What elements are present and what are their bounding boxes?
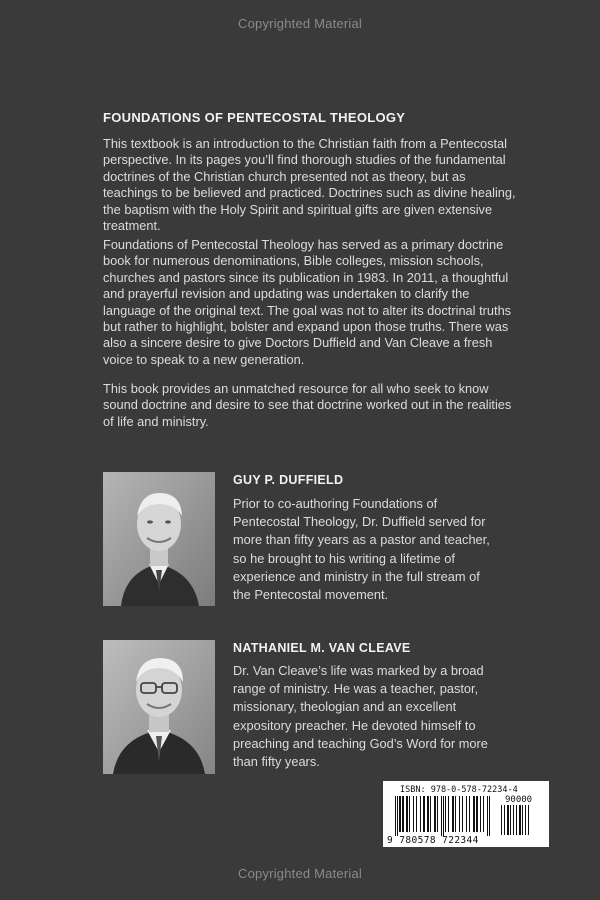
description-paragraph-2: Foundations of Pentecostal Theology has served as a primary doctrine book for numerous denominations, Bible colleges, mission schools, churches and pastors since its publication in 1983. In 2011, a thoughtful and prayerful revision and updating was undertaken to clarify the language of the original text. The goal was not to alter its doctrinal truths but rather to highlight, bolster and expand upon those truths. There was also a sincere desire to give Doctors Duffield and Van Cleave a fresh voice to speak to a new generation. xyxy=(103,237,512,367)
barcode-bar xyxy=(413,796,414,832)
barcode-bar xyxy=(445,796,446,832)
barcode-bar xyxy=(469,796,470,832)
author-name-van-cleave: NATHANIEL M. VAN CLEAVE xyxy=(233,641,411,655)
barcode-bar xyxy=(504,805,505,835)
barcode-bar xyxy=(480,796,481,832)
book-title: FOUNDATIONS OF PENTECOSTAL THEOLOGY xyxy=(103,110,406,125)
barcode-bar xyxy=(507,805,509,835)
barcode-bar xyxy=(395,796,396,836)
barcode-bar xyxy=(516,805,517,835)
barcode-bar xyxy=(519,805,521,835)
author-name-duffield: GUY P. DUFFIELD xyxy=(233,473,344,487)
barcode-bar xyxy=(420,796,421,832)
copyright-watermark-bottom: Copyrighted Material xyxy=(238,866,362,881)
price-code: 90000 xyxy=(505,795,533,805)
barcode-bar xyxy=(406,796,408,832)
author-photo-van-cleave xyxy=(103,640,215,774)
barcode-bar xyxy=(397,796,398,836)
description-paragraph-1: This textbook is an introduction to the Christian faith from a Pentecostal perspective. In its pages you’ll find thorough studies of the fundamental doctrines of the Christian church presented not as theory, but as teachings to be believed and practiced. Doctrines such as divine healing, the baptism with the Holy Spirit and spiritual gifts are given extensive treatment. xyxy=(103,136,516,234)
author-photo-duffield xyxy=(103,472,215,606)
barcode-bar xyxy=(522,805,523,835)
barcode-bar xyxy=(513,805,514,835)
barcode-bar xyxy=(466,796,467,832)
barcode-bar xyxy=(476,796,478,832)
barcode-bar xyxy=(483,796,484,832)
barcode-bar xyxy=(399,796,401,832)
barcode-bar xyxy=(455,796,456,832)
portrait-image xyxy=(103,640,215,774)
barcode-bar xyxy=(459,796,460,832)
barcode-bar xyxy=(452,796,454,832)
ean-digits: 9 780578 722344 xyxy=(387,835,479,846)
barcode-bar xyxy=(448,796,449,832)
copyright-watermark-top: Copyrighted Material xyxy=(238,16,362,31)
barcode-bar xyxy=(473,796,475,832)
isbn-label: ISBN: 978-0-578-72234-4 xyxy=(400,785,518,795)
barcode-bar xyxy=(510,805,511,835)
barcode-bar xyxy=(409,796,410,832)
barcode-bar xyxy=(441,796,442,836)
barcode-bar xyxy=(434,796,436,832)
barcode-bar xyxy=(423,796,425,832)
description-paragraph-3: This book provides an unmatched resource for all who seek to know sound doctrine and desire to see that doctrine worked out in the realities of life and ministry. xyxy=(103,381,512,429)
barcode-bar xyxy=(501,805,502,835)
barcode-bar xyxy=(525,805,526,835)
barcode-bar xyxy=(437,796,438,832)
author-bio-duffield: Prior to co-authoring Foundations of Pentecostal Theology, Dr. Duffield served for more than fifty years as a pastor and teacher, so he brought to his writing a lifetime of experience and ministry in the full stream of the Pentecostal movement. xyxy=(233,496,490,603)
barcode-bar xyxy=(487,796,488,836)
barcode-bar xyxy=(462,796,463,832)
isbn-barcode xyxy=(383,781,549,847)
barcode-bar xyxy=(427,796,429,832)
barcode-bar xyxy=(528,805,529,835)
barcode-bar xyxy=(443,796,444,836)
barcode-bar xyxy=(489,796,490,836)
barcode-bar xyxy=(416,796,417,832)
barcode-bar xyxy=(430,796,431,832)
barcode-bar xyxy=(402,796,404,832)
author-bio-van-cleave: Dr. Van Cleave’s life was marked by a broad range of ministry. He was a teacher, pastor, missionary, theologian and an excellent expository preacher. He devoted himself to preaching and teaching God’s Word for more than fifty years. xyxy=(233,663,488,770)
portrait-image xyxy=(103,472,215,606)
